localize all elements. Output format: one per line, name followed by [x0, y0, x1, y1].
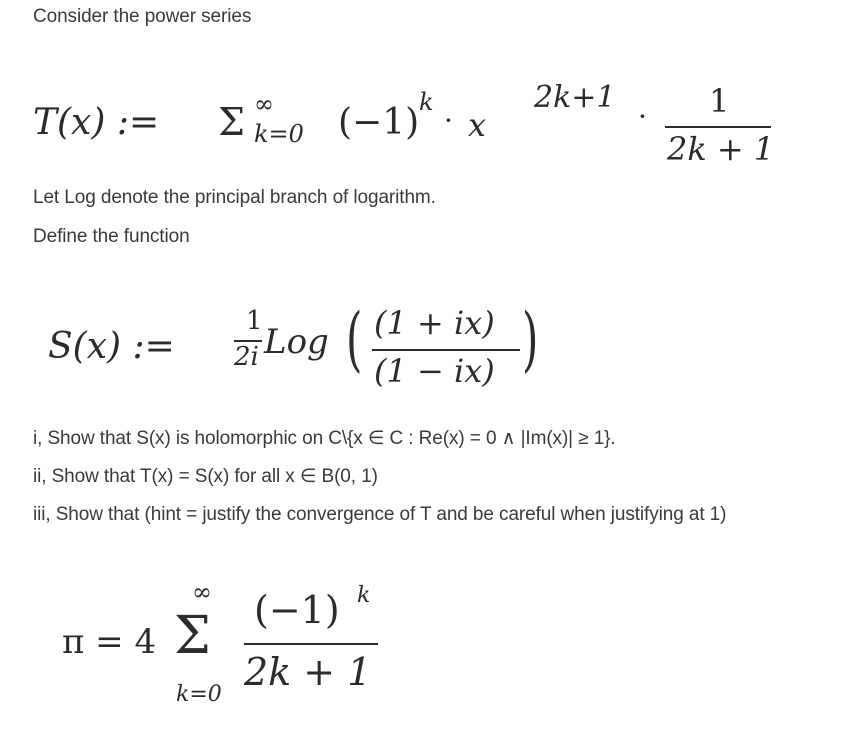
intro-text: Consider the power series [33, 6, 252, 27]
define-function-text: Define the function [33, 226, 190, 247]
function-S-coef-num: 1 [246, 306, 263, 336]
pi-num: (−1) [254, 588, 340, 632]
series-T-dot-1: · [444, 104, 453, 137]
series-T-sum-symbol: Σ [218, 100, 245, 144]
series-T-dot-2: · [638, 100, 647, 133]
pi-sum-symbol: Σ [174, 606, 211, 666]
function-S-frac-line [372, 349, 520, 351]
series-T-sign-exp: k [419, 88, 434, 116]
series-T-frac-num: 1 [709, 82, 730, 120]
pi-num-exp: k [357, 583, 371, 608]
pi-frac-line [244, 643, 378, 645]
series-T-lhs: T(x) := [33, 102, 160, 143]
series-T-frac-line [665, 126, 771, 128]
pi-sum-upper: ∞ [192, 578, 212, 606]
series-T-sign-base: (−1) [338, 102, 420, 143]
pi-sum-lower: k=0 [176, 682, 222, 707]
function-S-den: (1 − ix) [374, 352, 495, 390]
pi-den: 2k + 1 [244, 650, 372, 694]
function-S-open-paren: ( [346, 298, 363, 380]
log-definition-text: Let Log denote the principal branch of logarithm. [33, 187, 436, 208]
function-S-log: Log [264, 322, 329, 362]
series-T-sum-lower: k=0 [254, 120, 304, 148]
series-T-frac-den: 2k + 1 [667, 130, 775, 168]
function-S-lhs: S(x) := [48, 326, 175, 367]
part-i-text: i, Show that S(x) is holomorphic on C\{x ∈ C : Re(x) = 0 ∧ |Im(x)| ≥ 1}. [33, 428, 616, 449]
function-S-num: (1 + ix) [374, 304, 495, 342]
function-S-close-paren: ) [522, 298, 539, 380]
pi-lhs: π = 4 [62, 622, 157, 662]
series-T-sum-upper: ∞ [254, 90, 274, 118]
series-T-var: x [468, 106, 487, 144]
part-iii-text: iii, Show that (hint = justify the convergence of T and be careful when justifying at 1) [33, 504, 727, 525]
part-ii-text: ii, Show that T(x) = S(x) for all x ∈ B(0, 1) [33, 466, 378, 487]
function-S-coef-den: 2i [234, 342, 259, 372]
series-T-var-exp: 2k+1 [534, 80, 616, 115]
